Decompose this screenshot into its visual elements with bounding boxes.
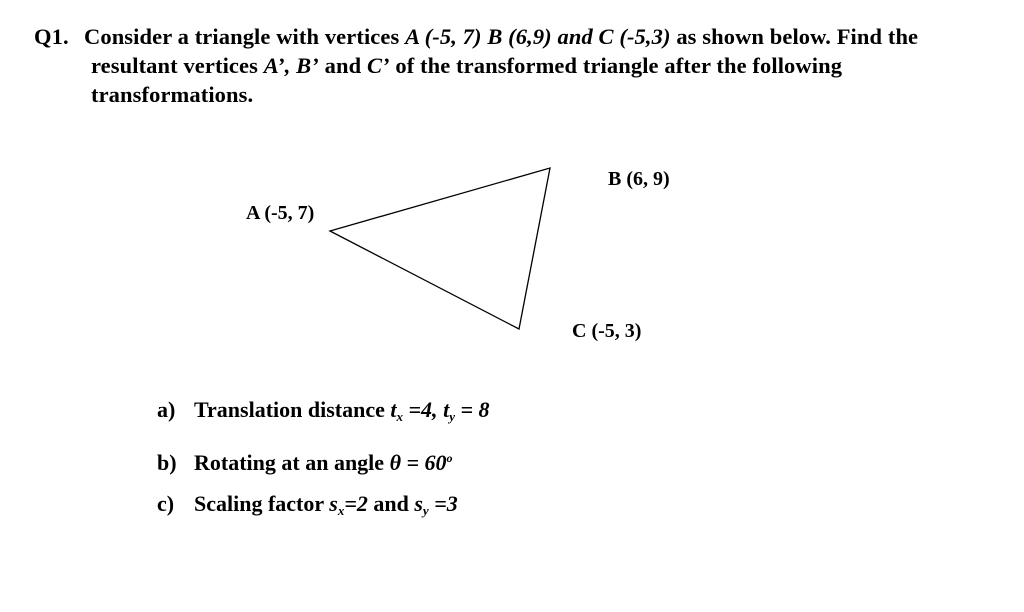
question-primes-1: A’, B’ [263, 53, 319, 78]
option-c-val1: =2 [344, 491, 368, 516]
option-c-var2: s [414, 491, 423, 516]
option-c-and: and [373, 491, 409, 516]
option-a-val2: = 8 [454, 397, 490, 422]
question-line-3: transformations. [91, 82, 254, 107]
option-a-var2: t [443, 397, 450, 422]
option-a [157, 389, 490, 438]
option-c [157, 483, 490, 532]
option-a-sub1: x [396, 409, 404, 424]
option-c-var1: s [329, 491, 338, 516]
question-text-5: of the transformed triangle after the following [395, 53, 843, 78]
question-text-3: resultant vertices [91, 53, 258, 78]
option-c-sub1: x [337, 503, 345, 518]
option-a-text: Translation distance [194, 397, 385, 422]
question-primes-2: C’ [366, 53, 390, 78]
option-c-sub2: y [422, 503, 429, 518]
option-a-var1: t [390, 397, 397, 422]
vertex-label-c: C (-5, 3) [572, 320, 642, 342]
question-line-1-a: Consider a triangle with vertices [84, 24, 400, 49]
vertex-label-a: A (-5, 7) [246, 202, 315, 224]
option-b-text: Rotating at an angle [194, 449, 385, 475]
option-b-letter: b) [157, 449, 177, 475]
question-number: Q1. [34, 24, 69, 49]
option-c-val2: =3 [428, 491, 458, 516]
option-b [157, 438, 490, 484]
question-line-1-b: as shown below. Find the [676, 24, 919, 49]
option-b-expr: θ = 60 [389, 449, 447, 475]
option-a-sub2: y [449, 409, 455, 424]
question-vertices: A (-5, 7) B (6,9) and C (-5,3) [405, 24, 671, 49]
transformations-list [157, 389, 490, 532]
option-c-letter: c) [157, 491, 175, 516]
question-text-4: and [324, 53, 362, 78]
triangle-shape [330, 168, 550, 329]
option-a-val1: =4, [403, 397, 444, 422]
option-a-letter: a) [157, 397, 176, 422]
option-c-text: Scaling factor [194, 491, 324, 516]
option-b-sup: o [446, 450, 453, 465]
vertex-label-b: B (6, 9) [608, 168, 670, 190]
